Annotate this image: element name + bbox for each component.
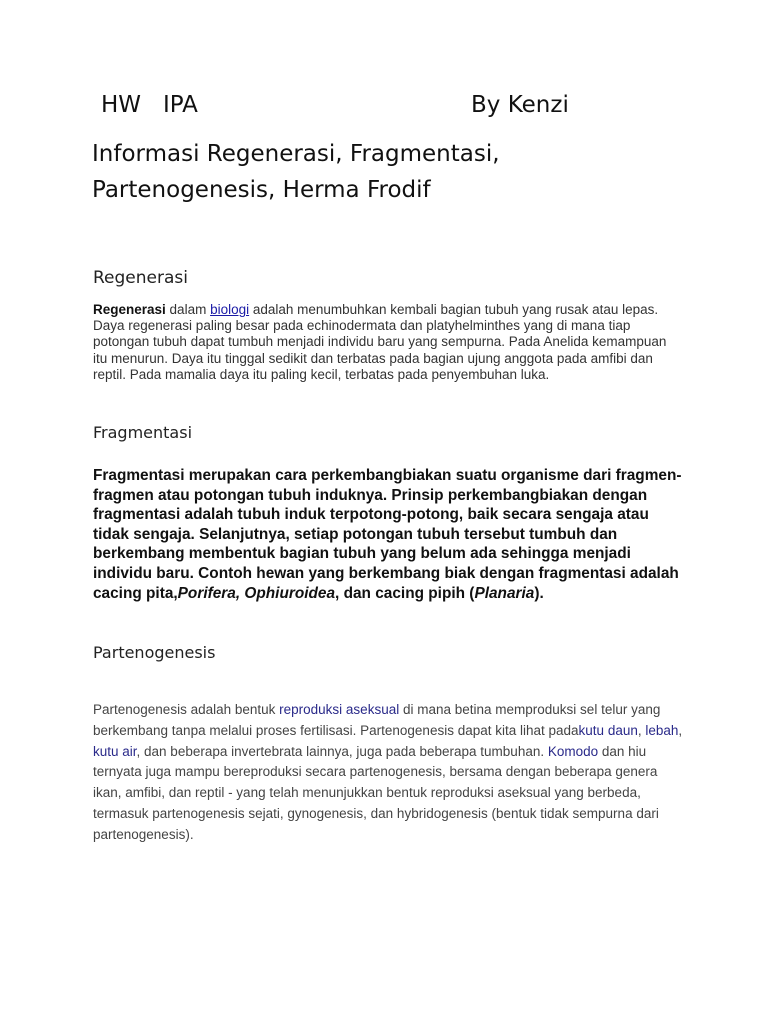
link-komodo[interactable]: Komodo <box>547 743 599 759</box>
text-segment: ). <box>534 584 544 602</box>
text-segment: dalam <box>165 302 211 317</box>
term-regenerasi: Regenerasi <box>93 302 166 317</box>
paragraph-regenerasi <box>93 302 683 383</box>
text-segment: dan hiu ternyata juga mampu bereproduksi secara partenogenesis, bersama dengan beberapa genera ikan, amfibi, dan reptil - yang telah menunjukkan bentuk reproduksi aseksual yang berbeda, termasuk partenogenesis sejati, gynogenesis, dan hybridogenesis (bentuk tidak sempurna dari partenogenesis). <box>93 743 659 842</box>
text-segment: , dan beberapa invertebrata lainnya, juga pada beberapa tumbuhan. <box>136 743 548 759</box>
term-ophiuroidea: Ophiuroidea <box>244 584 336 602</box>
header-author: By Kenzi <box>471 92 569 118</box>
heading-fragmentasi: Fragmentasi <box>93 423 193 442</box>
text-segment: merupakan cara perkembangbiakan suatu organisme dari fragmen-fragmen atau potongan tubuh induknya. Prinsip perkembangbiakan dengan fragmentasi adalah tubuh induk terpotong-potong, baik secara sengaja atau tidak sengaja. Selanjutnya, setiap potongan tubuh tersebut tumbuh dan berkembang membentuk bagian tubuh yang belum ada sehingga menjadi individu baru. Contoh hewan yang berkembang biak dengan fragmentasi adalah cacing pita, <box>93 467 682 602</box>
text-segment: di mana betina memproduksi sel telur yang berkembang tanpa melalui proses fertilisasi. Partenogenesis dapat kita lihat pada <box>93 702 661 738</box>
page-title <box>92 136 712 208</box>
text-segment: Partenogenesis adalah bentuk <box>93 702 280 717</box>
paragraph-fragmentasi <box>93 466 683 603</box>
paragraph-partenogenesis <box>93 700 683 846</box>
heading-partenogenesis: Partenogenesis <box>93 643 216 662</box>
header-subject: HW IPA <box>101 92 198 118</box>
link-kutu-daun[interactable]: kutu daun <box>578 722 638 738</box>
link-kutu-air[interactable]: kutu air <box>93 743 137 759</box>
term-planaria: Planaria <box>474 584 535 602</box>
text-segment: , <box>678 722 683 738</box>
heading-regenerasi: Regenerasi <box>93 268 188 288</box>
page-title-line-1: Informasi Regenerasi, Fragmentasi, <box>92 141 500 167</box>
link-lebah[interactable]: lebah <box>645 722 679 738</box>
text-segment: , dan cacing pipih ( <box>335 584 475 602</box>
term-fragmentasi: Fragmentasi <box>93 467 185 484</box>
link-biologi[interactable]: biologi <box>210 302 250 317</box>
text-segment: adalah menumbuhkan kembali bagian tubuh yang rusak atau lepas. Daya regenerasi paling besar pada echinodermata dan platyhelminthes yang di mana tiap potongan tubuh dapat tumbuh menjadi individu baru yang sempurna. Pada Anelida kemampuan itu menurun. Daya itu tinggal sedikit dan terbatas pada bagian ujung anggota pada amfibi dan reptil. Pada mamalia daya itu paling kecil, terbatas pada penyembuhan luka. <box>93 302 667 382</box>
page-title-line-2: Partenogenesis, Herma Frodif <box>92 177 431 203</box>
term-porifera: Porifera, <box>177 584 241 602</box>
text-segment: , <box>637 722 646 738</box>
link-reproduksi-aseksual[interactable]: reproduksi aseksual <box>279 702 400 717</box>
